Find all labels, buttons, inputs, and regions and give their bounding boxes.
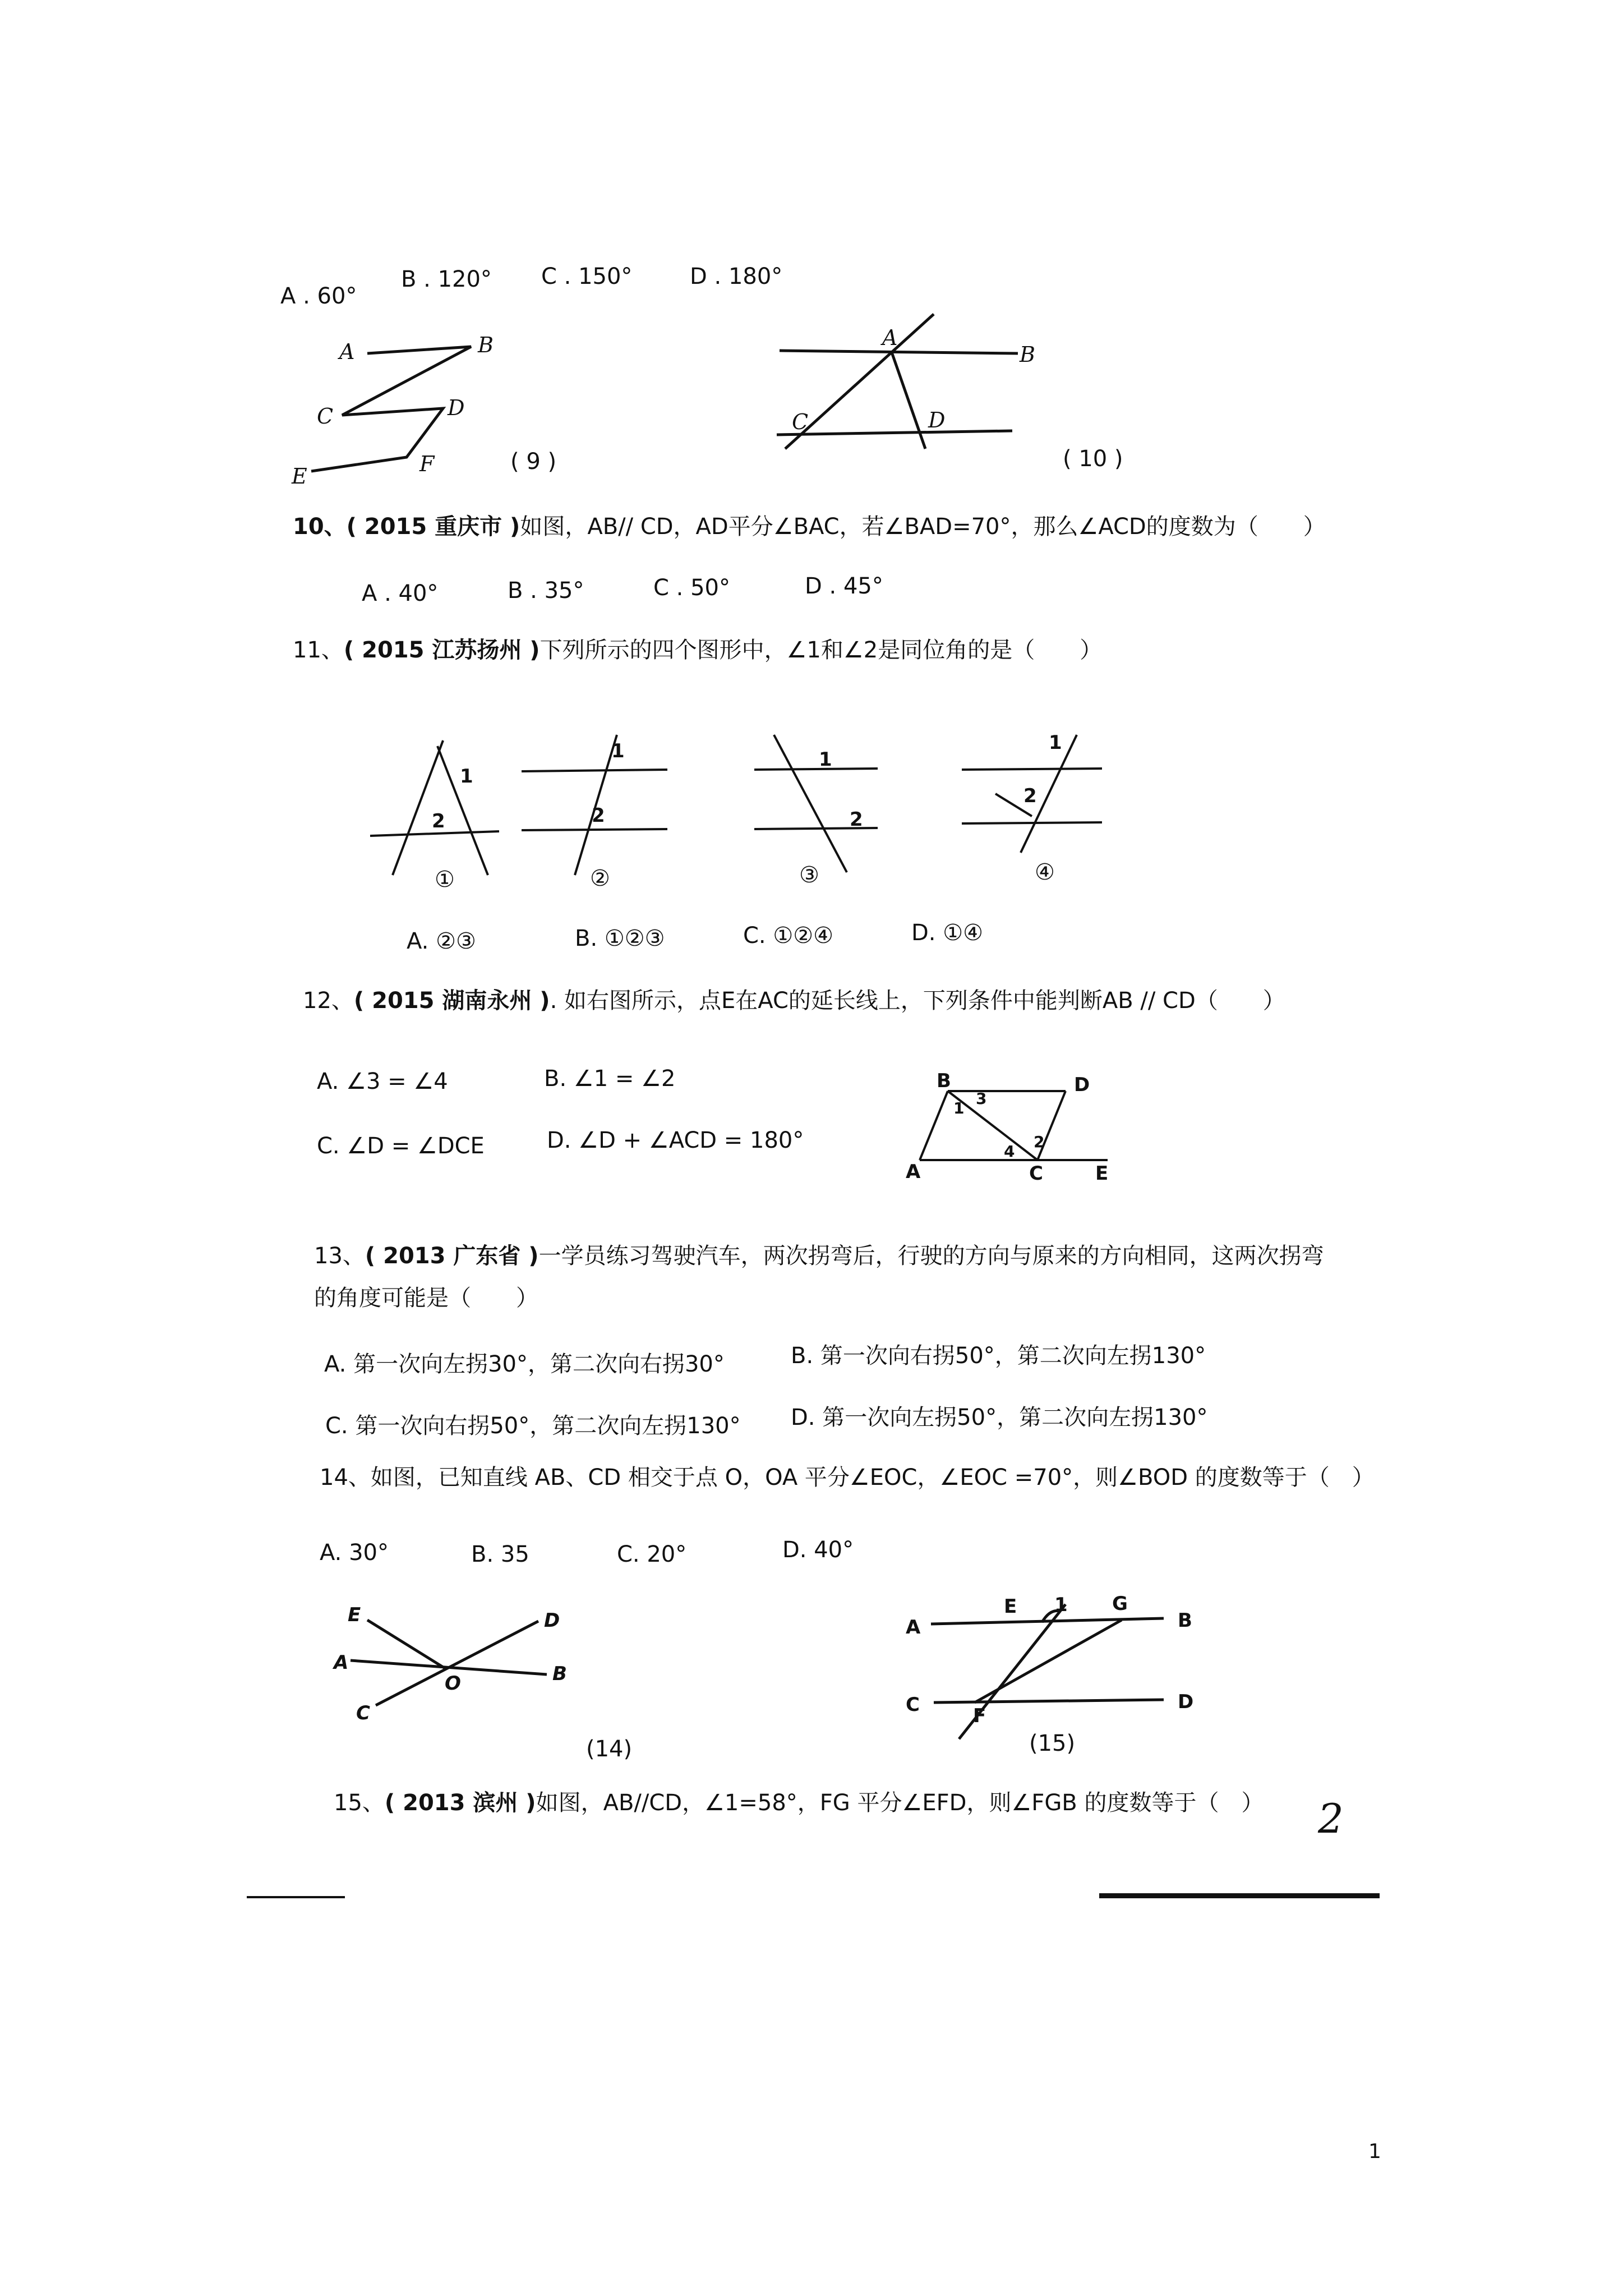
q14-number: 14、 — [320, 1465, 371, 1490]
q13-stem-1: 一学员练习驾驶汽车，两次拐弯后，行驶的方向与原来的方向相同，这两次拐弯 — [538, 1243, 1324, 1269]
q11-source: ( 2015 江苏扬州 ) — [343, 637, 540, 663]
handwritten-page-mark: 2 — [1318, 1795, 1344, 1842]
fig11-label-3: ③ — [799, 862, 819, 888]
q12-option-b: B. ∠1 = ∠2 — [544, 1066, 676, 1092]
q11-option-b: B. ①②③ — [575, 926, 665, 951]
q14-option-a: A. 30° — [320, 1540, 389, 1566]
fig11-label-4: ④ — [1035, 859, 1055, 885]
fig14-point-a: A — [334, 1651, 349, 1674]
q15-stem: 如图，AB//CD，∠1=58°，FG 平分∠EFD，则∠FGB 的度数等于（ ） — [536, 1790, 1264, 1816]
fig12-point-b: B — [937, 1070, 951, 1092]
q13-number: 13、 — [314, 1243, 365, 1269]
q15-stem-line — [334, 1789, 1264, 1816]
fig11-1-angle-1: 1 — [460, 765, 473, 788]
fig15-label: (15) — [1029, 1731, 1076, 1756]
fig12-angle-3: 3 — [976, 1089, 987, 1108]
bottom-rule-left — [247, 1896, 345, 1898]
q10-option-d: D . 45° — [805, 573, 883, 599]
fig14-point-c: C — [356, 1702, 370, 1724]
fig15-point-g: G — [1112, 1593, 1128, 1615]
fig9-point-f: F — [419, 452, 435, 476]
fig11-4-angle-1: 1 — [1049, 731, 1062, 754]
q12-number: 12、 — [303, 988, 354, 1014]
q14-option-c: C. 20° — [617, 1542, 687, 1567]
q10-option-a: A . 40° — [362, 581, 439, 606]
fig15-point-a: A — [906, 1616, 921, 1639]
q13-source: ( 2013 广东省 ) — [365, 1243, 539, 1269]
fig10-point-a: A — [882, 325, 898, 350]
fig14-point-d: D — [544, 1609, 560, 1632]
q11-option-a: A. ②③ — [407, 928, 476, 954]
fig12-angle-2: 2 — [1034, 1133, 1045, 1151]
q14-stem: 如图，已知直线 AB、CD 相交于点 O，OA 平分∠EOC，∠EOC =70°，则∠BOD 的度数等于（ ） — [370, 1465, 1375, 1490]
q14-option-b: B. 35 — [471, 1542, 529, 1567]
q12-option-d: D. ∠D + ∠ACD = 180° — [547, 1128, 804, 1153]
q10-number: 10、 — [293, 514, 347, 540]
fig14-point-e: E — [348, 1604, 361, 1626]
fig15-angle-1: 1 — [1054, 1594, 1068, 1616]
q9-option-c: C . 150° — [541, 264, 633, 289]
fig15-point-e: E — [1004, 1595, 1017, 1618]
fig10-point-d: D — [928, 408, 946, 432]
q12-option-a: A. ∠3 = ∠4 — [317, 1069, 448, 1094]
q11-number: 11、 — [293, 637, 344, 663]
q13-option-d: D. 第一次向左拐50°，第二次向左拐130° — [791, 1405, 1208, 1430]
q9-option-b: B . 120° — [401, 266, 492, 292]
q10-stem: 如图，AB// CD，AD平分∠BAC，若∠BAD=70°，那么∠ACD的度数为（ ） — [520, 514, 1326, 540]
q9-option-a: A . 60° — [280, 283, 357, 309]
fig10-label: ( 10 ) — [1063, 446, 1123, 472]
fig12-point-c: C — [1029, 1162, 1043, 1185]
bottom-rule-right — [1099, 1893, 1380, 1898]
q13-stem-line-2: 的角度可能是（ ） — [314, 1285, 538, 1311]
fig9-point-a: A — [339, 339, 355, 364]
fig11-4-angle-2: 2 — [1023, 785, 1037, 807]
q13-option-c: C. 第一次向右拐50°，第二次向左拐130° — [325, 1413, 741, 1439]
fig15-point-d: D — [1178, 1691, 1194, 1713]
q10-option-b: B . 35° — [508, 578, 584, 604]
q12-stem: . 如右图所示，点E在AC的延长线上，下列条件中能判断AB // CD（ ） — [550, 988, 1285, 1014]
q14-option-d: D. 40° — [782, 1537, 854, 1563]
fig11-2-angle-1: 1 — [611, 740, 625, 762]
fig9-point-e: E — [292, 464, 307, 489]
fig10-point-c: C — [792, 409, 809, 434]
fig14-label: (14) — [586, 1736, 633, 1762]
q9-option-d: D . 180° — [690, 264, 783, 289]
fig12-point-d: D — [1074, 1074, 1090, 1096]
page-number: 1 — [1368, 2140, 1381, 2163]
fig9-label: ( 9 ) — [510, 449, 557, 475]
fig9-point-d: D — [448, 395, 465, 420]
fig12-angle-1: 1 — [953, 1099, 965, 1117]
q15-number: 15、 — [334, 1790, 385, 1816]
q11-option-c: C. ①②④ — [743, 923, 833, 949]
fig11-1-angle-2: 2 — [432, 810, 445, 832]
q12-source: ( 2015 湖南永州 ) — [353, 988, 550, 1014]
fig10-point-b: B — [1020, 342, 1035, 367]
fig11-2-angle-2: 2 — [592, 804, 605, 827]
q10-option-c: C . 50° — [653, 575, 730, 601]
q11-option-d: D. ①④ — [911, 920, 983, 946]
fig11-label-2: ② — [590, 866, 610, 891]
q11-stem: 下列所示的四个图形中，∠1和∠2是同位角的是（ ） — [540, 637, 1103, 663]
fig9-point-b: B — [478, 333, 494, 357]
fig11-3-angle-1: 1 — [819, 748, 832, 771]
q10-source: ( 2015 重庆市 ) — [346, 514, 520, 540]
fig15-point-c: C — [906, 1694, 920, 1716]
fig11-label-1: ① — [435, 867, 455, 892]
fig15-point-b: B — [1178, 1609, 1192, 1632]
fig14-point-o: O — [445, 1672, 461, 1695]
fig9-point-c: C — [317, 404, 334, 429]
fig12-angle-4: 4 — [1004, 1142, 1015, 1161]
fig14-point-b: B — [552, 1663, 567, 1685]
q12-option-c: C. ∠D = ∠DCE — [317, 1133, 485, 1159]
fig15-point-f: F — [973, 1705, 986, 1727]
q13-option-a: A. 第一次向左拐30°，第二次向右拐30° — [324, 1351, 725, 1377]
fig12-point-a: A — [906, 1161, 921, 1183]
q15-source: ( 2013 滨州 ) — [384, 1790, 536, 1816]
q13-option-b: B. 第一次向右拐50°，第二次向左拐130° — [791, 1343, 1206, 1369]
fig11-3-angle-2: 2 — [850, 808, 863, 831]
fig12-point-e: E — [1095, 1162, 1109, 1185]
